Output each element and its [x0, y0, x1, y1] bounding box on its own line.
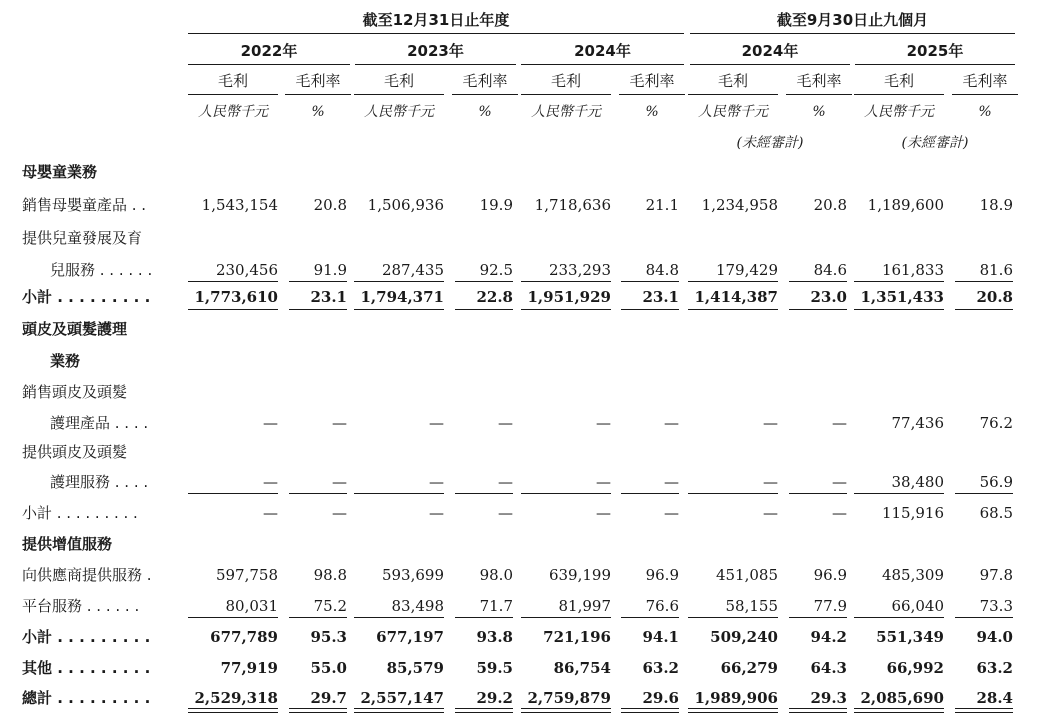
- cell-margin: 19.9: [479, 196, 513, 214]
- rule-cell: [955, 708, 1013, 713]
- rule-year: [690, 64, 850, 65]
- cell-gross-profit: 2,529,318: [194, 689, 278, 707]
- unit-pct-label: %: [311, 104, 325, 120]
- cell-margin: 95.3: [310, 628, 347, 646]
- cell-margin: 23.1: [310, 288, 347, 306]
- rule-year: [855, 64, 1015, 65]
- cell-gross-profit: —: [429, 504, 444, 522]
- cell-gross-profit: 551,349: [876, 628, 944, 646]
- cell-gross-profit: 81,997: [558, 597, 611, 615]
- rule-col-gp: [188, 94, 278, 95]
- cell-margin: 21.1: [645, 196, 679, 214]
- cell-gross-profit: 1,989,906: [694, 689, 778, 707]
- cell-gross-profit: 115,916: [881, 504, 944, 522]
- cell-gross-profit: 58,155: [725, 597, 778, 615]
- rule-cell: [621, 309, 679, 310]
- cell-gross-profit: 66,279: [720, 659, 778, 677]
- cell-gross-profit: 451,085: [715, 566, 778, 584]
- cell-gross-profit: 161,833: [881, 261, 944, 279]
- col-gross-profit-header: 毛利: [550, 72, 581, 90]
- col-margin-header: 毛利率: [796, 72, 842, 90]
- cell-margin: —: [332, 504, 347, 522]
- cell-margin: —: [498, 414, 513, 432]
- cell-gross-profit: 80,031: [225, 597, 278, 615]
- rule-year: [188, 64, 350, 65]
- row-label: 小計 . . . . . . . . .: [22, 504, 138, 522]
- cell-margin: 97.8: [979, 566, 1013, 584]
- cell-gross-profit: 77,436: [891, 414, 944, 432]
- cell-gross-profit: —: [263, 473, 278, 491]
- year-header: 2022年: [240, 42, 298, 60]
- cell-margin: 23.1: [642, 288, 679, 306]
- rule-cell: [354, 708, 444, 713]
- rule-cell: [354, 493, 444, 494]
- cell-gross-profit: 287,435: [381, 261, 444, 279]
- cell-gross-profit: 1,506,936: [367, 196, 444, 214]
- rule-cell: [789, 309, 847, 310]
- cell-gross-profit: 1,543,154: [201, 196, 278, 214]
- cell-gross-profit: 485,309: [881, 566, 944, 584]
- cell-gross-profit: —: [596, 504, 611, 522]
- unit-pct-label: %: [978, 104, 992, 120]
- cell-margin: 94.1: [642, 628, 679, 646]
- rule-cell: [621, 493, 679, 494]
- rule-col-pct: [452, 94, 518, 95]
- rule-col-pct: [786, 94, 852, 95]
- rule-group-annual: [188, 33, 684, 34]
- cell-margin: 28.4: [976, 689, 1013, 707]
- rule-cell: [354, 617, 444, 618]
- unit-rmb-label: 人民幣千元: [864, 104, 934, 120]
- row-label: 銷售頭皮及頭髮: [22, 383, 128, 401]
- rule-cell: [955, 493, 1013, 494]
- cell-margin: 29.7: [310, 689, 347, 707]
- rule-cell: [789, 617, 847, 618]
- group-header-annual: 截至12月31日止年度: [362, 11, 510, 29]
- row-label: 提供兒童發展及育: [22, 229, 143, 247]
- rule-cell: [188, 708, 278, 713]
- cell-gross-profit: 66,040: [891, 597, 944, 615]
- cell-gross-profit: 1,794,371: [360, 288, 444, 306]
- cell-margin: 98.8: [313, 566, 347, 584]
- cell-gross-profit: —: [429, 414, 444, 432]
- cell-margin: 73.3: [979, 597, 1013, 615]
- cell-margin: —: [664, 414, 679, 432]
- cell-gross-profit: 38,480: [891, 473, 944, 491]
- unaudited-label: (未經審計): [901, 135, 969, 151]
- cell-margin: 94.0: [976, 628, 1013, 646]
- cell-gross-profit: 2,085,690: [860, 689, 944, 707]
- rule-cell: [854, 309, 944, 310]
- cell-margin: —: [832, 414, 847, 432]
- cell-margin: 96.9: [645, 566, 679, 584]
- rule-cell: [455, 493, 513, 494]
- row-label: 兒服務 . . . . . .: [50, 261, 153, 279]
- cell-gross-profit: —: [596, 414, 611, 432]
- rule-cell: [621, 617, 679, 618]
- cell-margin: 29.3: [810, 689, 847, 707]
- cell-gross-profit: —: [263, 504, 278, 522]
- row-label: 護理產品 . . . .: [50, 414, 149, 432]
- cell-gross-profit: 83,498: [391, 597, 444, 615]
- rule-col-gp: [854, 94, 944, 95]
- rule-cell: [521, 617, 611, 618]
- cell-margin: —: [332, 473, 347, 491]
- cell-margin: —: [332, 414, 347, 432]
- rule-cell: [289, 493, 347, 494]
- cell-gross-profit: 233,293: [548, 261, 611, 279]
- rule-cell: [955, 309, 1013, 310]
- rule-cell: [455, 617, 513, 618]
- rule-cell: [289, 281, 347, 282]
- rule-cell: [455, 309, 513, 310]
- group-header-ninemonth: 截至9月30日止九個月: [776, 11, 929, 29]
- unaudited-label: (未經審計): [736, 135, 804, 151]
- cell-margin: 64.3: [810, 659, 847, 677]
- row-label: 平台服務 . . . . . .: [22, 597, 140, 615]
- rule-col-gp: [354, 94, 444, 95]
- year-header: 2024年: [741, 42, 799, 60]
- cell-margin: 96.9: [813, 566, 847, 584]
- year-header: 2023年: [407, 42, 464, 60]
- rule-cell: [854, 281, 944, 282]
- cell-margin: 84.8: [645, 261, 679, 279]
- col-margin-header: 毛利率: [629, 72, 675, 90]
- rule-year: [521, 64, 684, 65]
- col-gross-profit-header: 毛利: [717, 72, 748, 90]
- unit-pct-label: %: [478, 104, 492, 120]
- cell-gross-profit: 77,919: [220, 659, 278, 677]
- cell-gross-profit: —: [429, 473, 444, 491]
- cell-gross-profit: —: [596, 473, 611, 491]
- rule-cell: [455, 281, 513, 282]
- row-label: 母嬰童業務: [22, 163, 98, 181]
- rule-cell: [521, 281, 611, 282]
- cell-margin: —: [832, 504, 847, 522]
- row-label: 向供應商提供服務 .: [22, 566, 152, 584]
- rule-cell: [688, 617, 778, 618]
- cell-gross-profit: 509,240: [710, 628, 778, 646]
- rule-group-ninemonth: [690, 33, 1015, 34]
- cell-margin: 68.5: [979, 504, 1013, 522]
- row-label: 頭皮及頭髮護理: [22, 320, 128, 338]
- cell-gross-profit: —: [763, 414, 778, 432]
- cell-gross-profit: 639,199: [548, 566, 611, 584]
- rule-cell: [289, 309, 347, 310]
- rule-year: [355, 64, 516, 65]
- cell-margin: —: [498, 504, 513, 522]
- cell-gross-profit: 1,351,433: [860, 288, 944, 306]
- cell-margin: 92.5: [479, 261, 513, 279]
- rule-cell: [188, 309, 278, 310]
- col-gross-profit-header: 毛利: [883, 72, 914, 90]
- cell-margin: 91.9: [313, 261, 347, 279]
- cell-gross-profit: 66,992: [886, 659, 944, 677]
- rule-cell: [955, 617, 1013, 618]
- unit-pct-label: %: [645, 104, 659, 120]
- unit-rmb-label: 人民幣千元: [698, 104, 768, 120]
- cell-margin: 81.6: [979, 261, 1013, 279]
- cell-gross-profit: 721,196: [543, 628, 611, 646]
- row-label: 其他 . . . . . . . . .: [22, 659, 151, 677]
- cell-margin: 71.7: [479, 597, 513, 615]
- cell-margin: —: [832, 473, 847, 491]
- row-label: 總計 . . . . . . . . .: [22, 689, 151, 707]
- rule-col-pct: [619, 94, 685, 95]
- rule-col-pct: [285, 94, 351, 95]
- cell-margin: 29.2: [476, 689, 513, 707]
- cell-gross-profit: —: [763, 504, 778, 522]
- rule-cell: [854, 708, 944, 713]
- cell-gross-profit: 1,773,610: [194, 288, 278, 306]
- rule-col-pct: [952, 94, 1018, 95]
- rule-cell: [188, 493, 278, 494]
- cell-margin: 22.8: [476, 288, 513, 306]
- cell-margin: 20.8: [813, 196, 847, 214]
- rule-cell: [688, 281, 778, 282]
- rule-cell: [688, 493, 778, 494]
- year-header: 2024年: [574, 42, 631, 60]
- cell-gross-profit: 1,189,600: [867, 196, 944, 214]
- row-label: 提供頭皮及頭髮: [22, 443, 128, 461]
- cell-gross-profit: 597,758: [215, 566, 278, 584]
- row-label: 銷售母嬰童產品 . .: [22, 196, 147, 214]
- cell-margin: 63.2: [976, 659, 1013, 677]
- rule-col-gp: [688, 94, 778, 95]
- unit-rmb-label: 人民幣千元: [364, 104, 434, 120]
- cell-gross-profit: 1,414,387: [694, 288, 778, 306]
- rule-cell: [854, 493, 944, 494]
- cell-margin: 20.8: [313, 196, 347, 214]
- cell-gross-profit: 1,718,636: [534, 196, 611, 214]
- cell-gross-profit: —: [763, 473, 778, 491]
- rule-cell: [688, 708, 778, 713]
- cell-gross-profit: 86,754: [553, 659, 611, 677]
- cell-gross-profit: 593,699: [381, 566, 444, 584]
- cell-gross-profit: 230,456: [215, 261, 278, 279]
- unit-rmb-label: 人民幣千元: [198, 104, 268, 120]
- cell-margin: 98.0: [479, 566, 513, 584]
- rule-cell: [289, 708, 347, 713]
- col-gross-profit-header: 毛利: [383, 72, 414, 90]
- rule-cell: [688, 309, 778, 310]
- rule-cell: [621, 708, 679, 713]
- rule-cell: [521, 493, 611, 494]
- rule-cell: [354, 309, 444, 310]
- row-label: 業務: [50, 352, 81, 370]
- rule-cell: [188, 281, 278, 282]
- cell-gross-profit: —: [263, 414, 278, 432]
- rule-cell: [455, 708, 513, 713]
- cell-gross-profit: 2,557,147: [360, 689, 444, 707]
- row-label: 小計 . . . . . . . . .: [22, 628, 151, 646]
- cell-gross-profit: 1,234,958: [701, 196, 778, 214]
- cell-gross-profit: 85,579: [386, 659, 444, 677]
- rule-cell: [354, 281, 444, 282]
- cell-gross-profit: 1,951,929: [527, 288, 611, 306]
- cell-margin: 29.6: [642, 689, 679, 707]
- cell-margin: —: [664, 504, 679, 522]
- unit-pct-label: %: [812, 104, 826, 120]
- cell-margin: 59.5: [476, 659, 513, 677]
- rule-cell: [789, 493, 847, 494]
- cell-gross-profit: 179,429: [715, 261, 778, 279]
- cell-margin: 77.9: [813, 597, 847, 615]
- year-header: 2025年: [906, 42, 964, 60]
- cell-gross-profit: 677,197: [376, 628, 444, 646]
- unit-rmb-label: 人民幣千元: [531, 104, 601, 120]
- cell-gross-profit: 677,789: [210, 628, 278, 646]
- cell-margin: 20.8: [976, 288, 1013, 306]
- cell-margin: 93.8: [476, 628, 513, 646]
- cell-margin: 23.0: [810, 288, 847, 306]
- col-margin-header: 毛利率: [462, 72, 508, 90]
- col-gross-profit-header: 毛利: [217, 72, 248, 90]
- cell-gross-profit: 2,759,879: [527, 689, 611, 707]
- rule-cell: [188, 617, 278, 618]
- cell-margin: 84.6: [813, 261, 847, 279]
- cell-margin: 76.6: [645, 597, 679, 615]
- cell-margin: —: [664, 473, 679, 491]
- cell-margin: 75.2: [313, 597, 347, 615]
- row-label: 小計 . . . . . . . . .: [22, 288, 151, 306]
- cell-margin: 18.9: [979, 196, 1013, 214]
- row-label: 護理服務 . . . .: [50, 473, 149, 491]
- rule-cell: [789, 281, 847, 282]
- rule-cell: [289, 617, 347, 618]
- rule-cell: [955, 281, 1013, 282]
- row-label: 提供增值服務: [22, 535, 113, 553]
- cell-margin: —: [498, 473, 513, 491]
- col-margin-header: 毛利率: [295, 72, 341, 90]
- rule-cell: [789, 708, 847, 713]
- rule-cell: [854, 617, 944, 618]
- cell-margin: 94.2: [810, 628, 847, 646]
- rule-col-gp: [521, 94, 611, 95]
- cell-margin: 76.2: [979, 414, 1013, 432]
- rule-cell: [621, 281, 679, 282]
- rule-cell: [521, 708, 611, 713]
- col-margin-header: 毛利率: [962, 72, 1008, 90]
- cell-margin: 55.0: [310, 659, 347, 677]
- cell-margin: 56.9: [979, 473, 1013, 491]
- cell-margin: 63.2: [642, 659, 679, 677]
- rule-cell: [521, 309, 611, 310]
